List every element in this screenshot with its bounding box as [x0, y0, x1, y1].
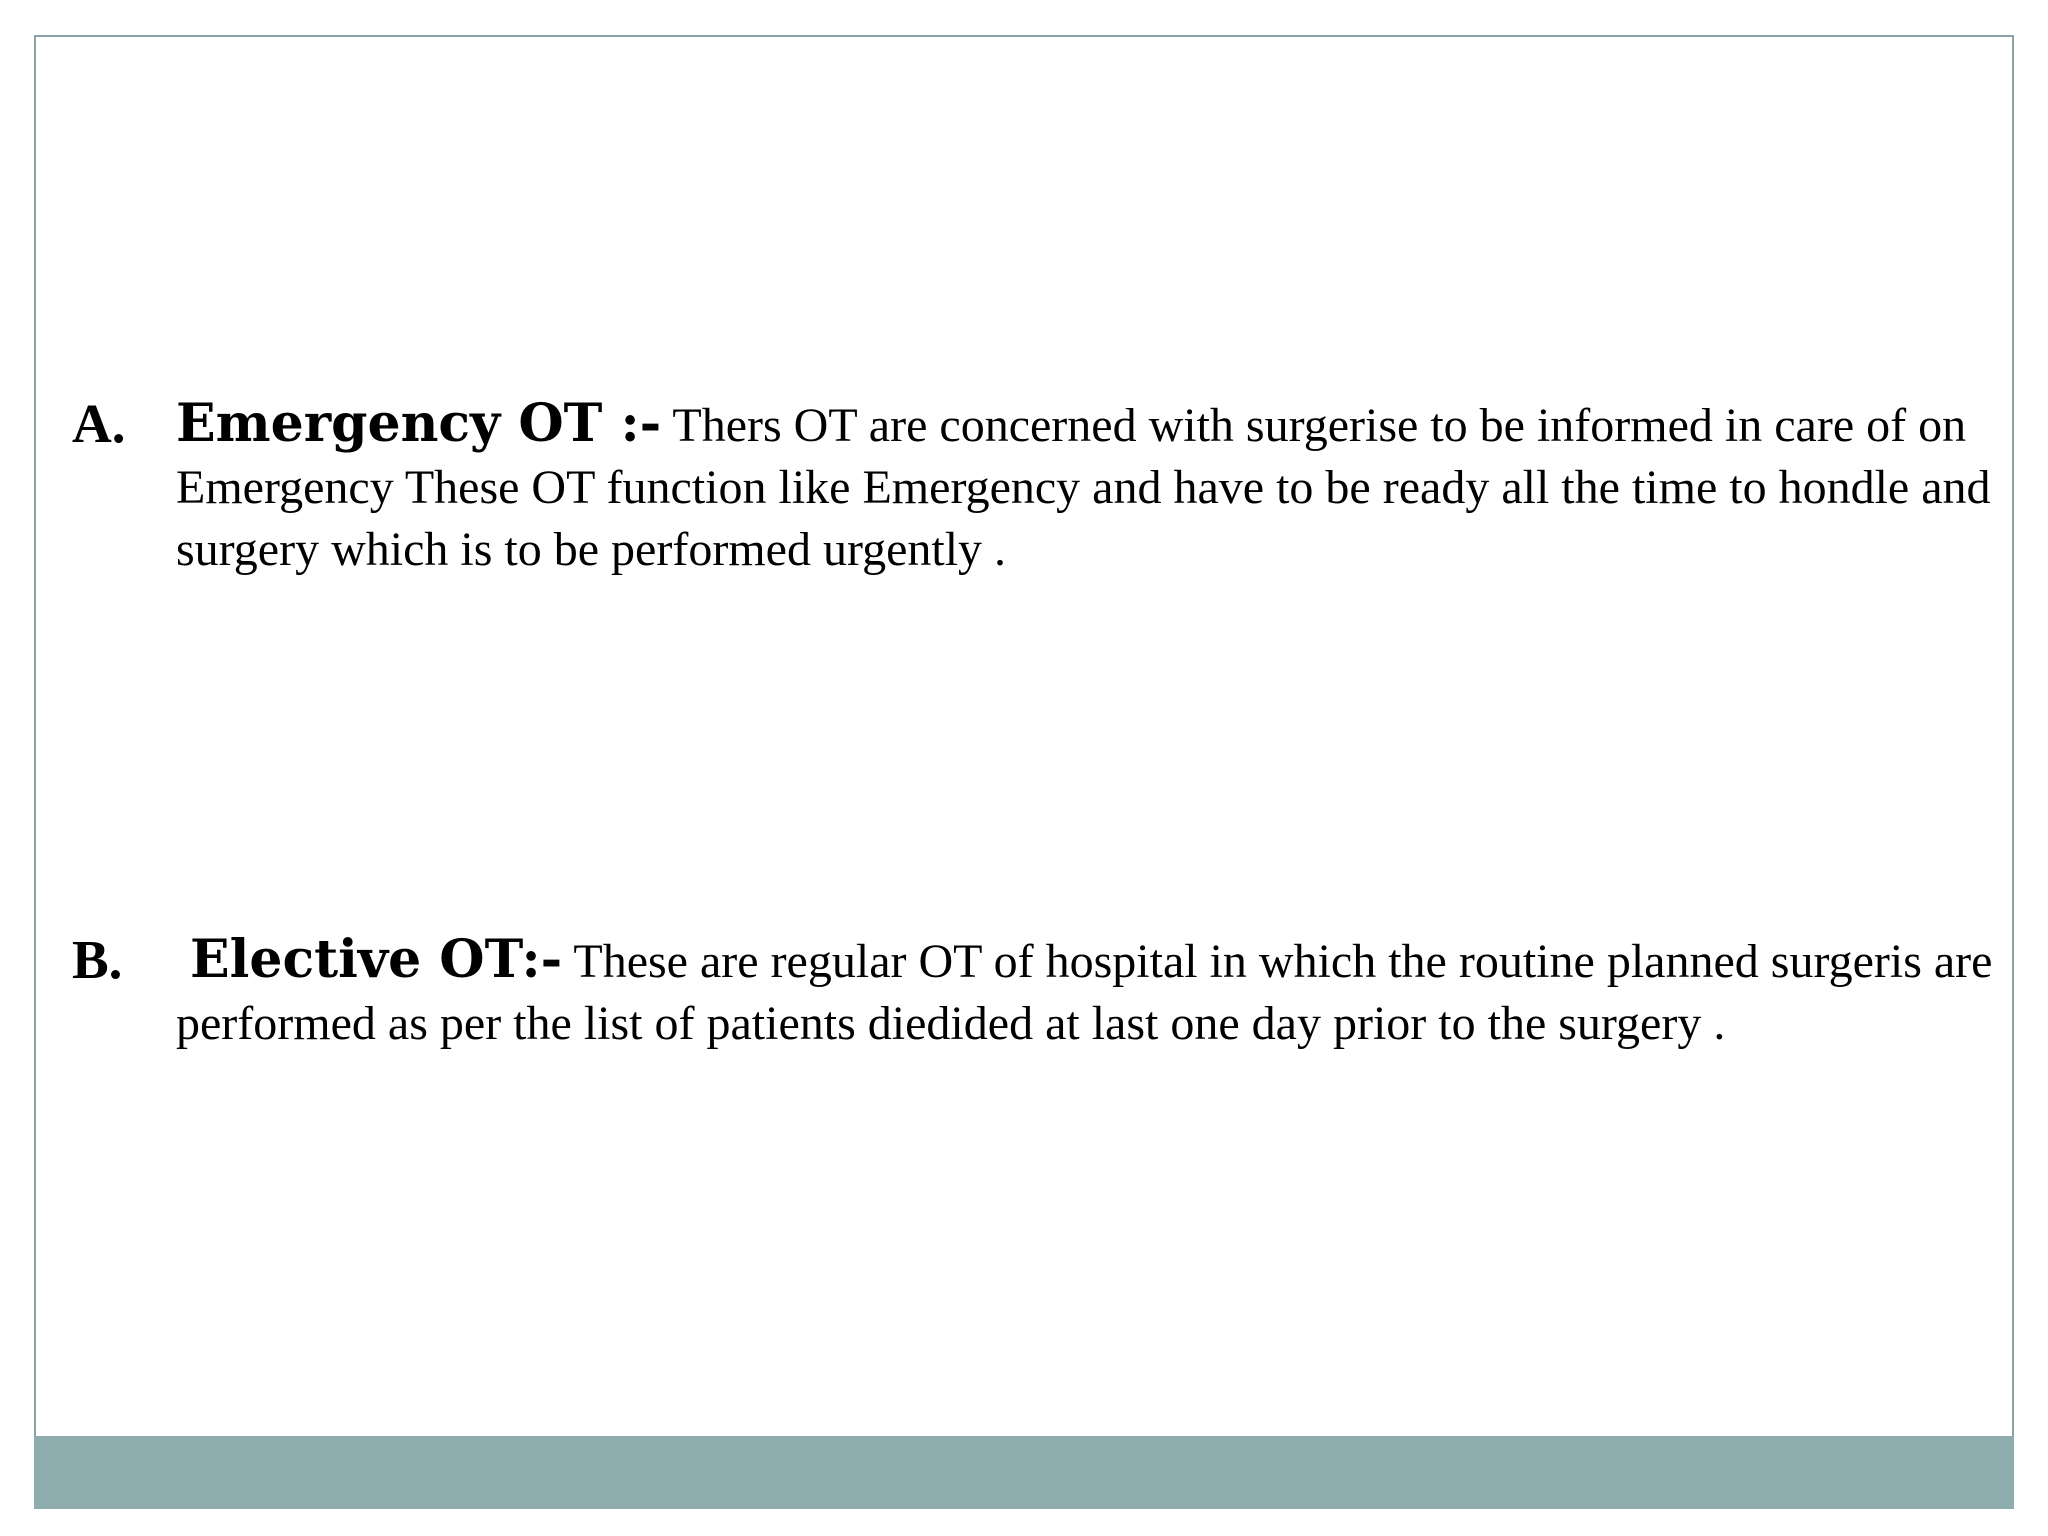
- item-description-emergency-ot: Thers OT are concerned with surgerise to be informed in care of on Emergency These OT function like Emergency and have to be ready all the time to hondle and surgery which is to be performed urgently .: [176, 399, 1991, 576]
- list-item-emergency-ot: [72, 393, 2012, 581]
- item-description-elective-ot: These are regular OT of hospital in which the routine planned surgeris are performed as per the list of patients diedided at last one day prior to the surgery .: [176, 935, 1993, 1050]
- footer-bar: [34, 1436, 2014, 1509]
- list-marker-a: A.: [72, 393, 126, 454]
- slide-frame: [34, 35, 2014, 1509]
- item-heading-elective-ot: Elective OT:-: [190, 929, 563, 990]
- list-item-elective-ot: [72, 929, 2012, 1055]
- list-item-body: [176, 929, 2048, 1055]
- list-marker-b: B.: [72, 929, 123, 990]
- item-heading-emergency-ot: Emergency OT :-: [176, 393, 662, 454]
- list-item-body: [176, 393, 2048, 581]
